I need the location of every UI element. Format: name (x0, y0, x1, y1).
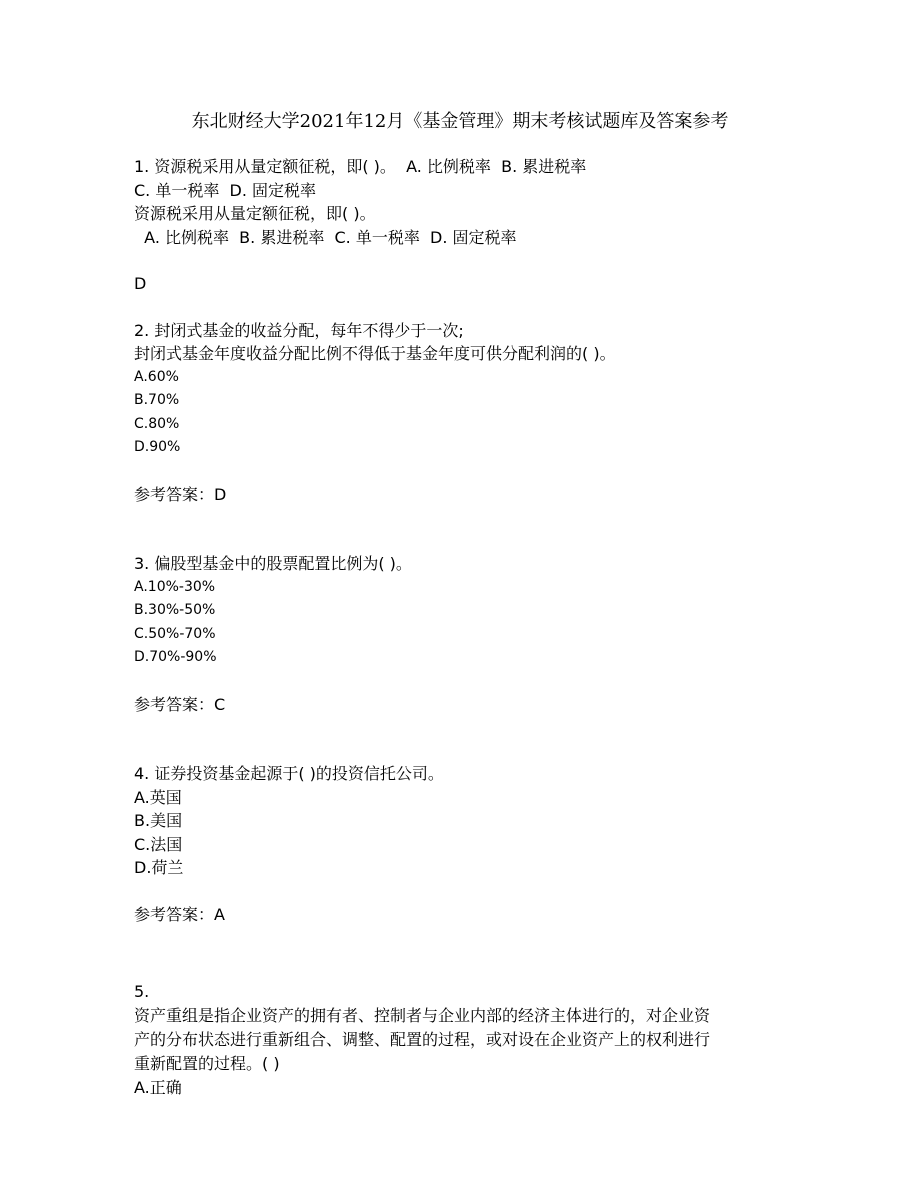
question-4-stem-line-1: 4. 证券投资基金起源于( )的投资信托公司。 (134, 764, 444, 783)
question-2-answer: 参考答案：D (134, 484, 227, 504)
question-1-stem-line-3: 资源税采用从量定额征税，即( )。 (134, 204, 376, 223)
question-3 (134, 552, 794, 716)
question-5-stem-line-3: 重新配置的过程。( ) (134, 1053, 280, 1073)
question-3-option-c: C.50%-70% (134, 625, 216, 642)
question-1 (134, 155, 794, 296)
question-3-answer: 参考答案：C (134, 694, 226, 714)
question-1-answer: D (134, 274, 147, 293)
question-4-option-a: A.英国 (134, 787, 182, 807)
question-2-option-b: B.70% (134, 392, 180, 408)
question-3-option-b: B.30%-50% (134, 602, 216, 618)
question-2-option-d: D.90% (134, 439, 181, 455)
question-1-stem-line-2: C. 单一税率 D. 固定税率 (134, 180, 317, 200)
document-title: 东北财经大学2021年12月《基金管理》期末考核试题库及答案参考 (191, 111, 729, 132)
question-4-option-b: B.美国 (134, 811, 183, 830)
question-4-option-c: C.法国 (134, 834, 183, 854)
question-3-option-a: A.10%-30% (134, 578, 216, 595)
question-3-stem-line-1: 3. 偏股型基金中的股票配置比例为( )。 (134, 554, 412, 573)
question-2-stem-line-2: 封闭式基金年度收益分配比例不得低于基金年度可供分配利润的( )。 (134, 344, 616, 363)
question-3-option-d: D.70%-90% (134, 649, 217, 665)
question-5-stem-line-1: 资产重组是指企业资产的拥有者、控制者与企业内部的经济主体进行的，对企业资 (134, 1005, 711, 1025)
question-2-option-a: A.60% (134, 368, 179, 385)
question-1-stem-line-4: A. 比例税率 B. 累进税率 C. 单一税率 D. 固定税率 (134, 227, 517, 247)
question-5-number: 5. (134, 982, 150, 1001)
question-2-option-c: C.80% (134, 415, 180, 432)
question-5-option-a: A.正确 (134, 1077, 182, 1097)
question-4-option-d: D.荷兰 (134, 858, 184, 877)
question-list (134, 155, 794, 1099)
question-5 (134, 980, 794, 1099)
question-2 (134, 319, 794, 507)
question-4 (134, 762, 794, 926)
question-1-stem-line-1: 1. 资源税采用从量定额征税，即( )。 A. 比例税率 B. 累进税率 (134, 157, 587, 176)
question-2-stem-line-1: 2. 封闭式基金的收益分配，每年不得少于一次; (134, 320, 464, 340)
question-4-answer: 参考答案：A (134, 904, 225, 924)
question-5-stem-line-2: 产的分布状态进行重新组合、调整、配置的过程，或对设在企业资产上的权利进行 (134, 1029, 711, 1049)
